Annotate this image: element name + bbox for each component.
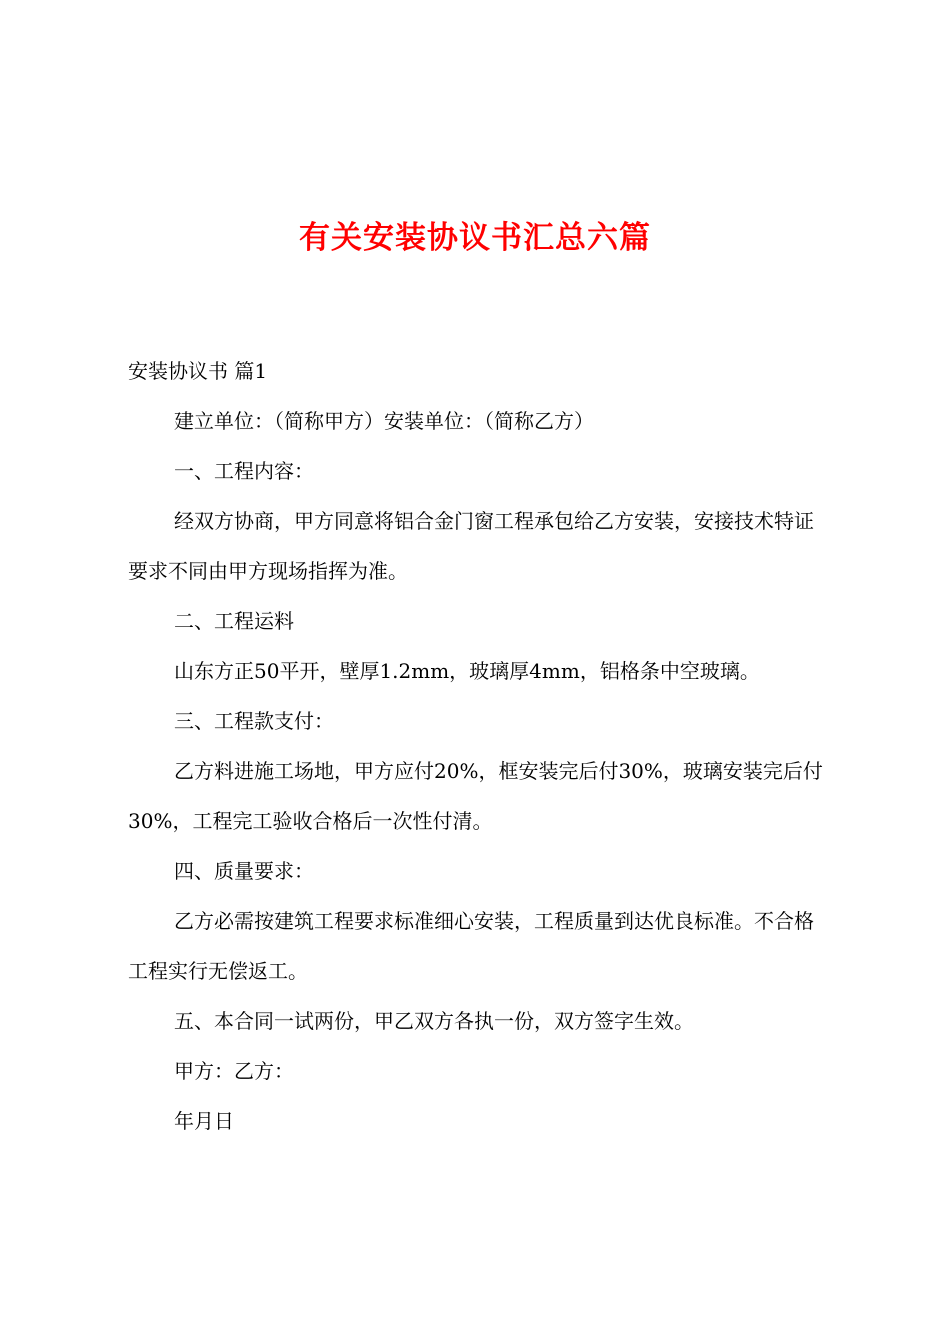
paragraph-copies: 五、本合同一试两份，甲乙双方各执一份，双方签字生效。 (174, 1009, 694, 1033)
paragraph-payment: 乙方料进施工场地，甲方应付20%，框安装完后付30%，玻璃安装完后付30%，工程完工验收合格后一次性付清。 (128, 759, 823, 833)
signature-line: 甲方：乙方： (174, 1059, 294, 1083)
document-title: 有关安装协议书汇总六篇 (299, 220, 651, 256)
paragraph-quality: 乙方必需按建筑工程要求标准细心安装，工程质量到达优良标准。不合格工程实行无偿返工。 (128, 909, 814, 983)
paragraph-materials: 山东方正50平开，壁厚1.2mm，玻璃厚4mm，铝格条中空玻璃。 (174, 659, 760, 683)
heading-payment: 三、工程款支付： (174, 709, 334, 733)
document-body (128, 346, 833, 1146)
date-line: 年月日 (174, 1109, 234, 1133)
heading-project-content: 一、工程内容： (174, 459, 314, 483)
section-heading: 安装协议书 篇1 (128, 359, 268, 383)
heading-materials: 二、工程运料 (174, 609, 294, 633)
paragraph-parties: 建立单位：（简称甲方）安装单位：（简称乙方） (174, 409, 594, 433)
heading-quality: 四、质量要求： (174, 859, 314, 883)
paragraph-project-content: 经双方协商，甲方同意将铝合金门窗工程承包给乙方安装，安接技术特证要求不同由甲方现场指挥为准。 (128, 509, 814, 583)
